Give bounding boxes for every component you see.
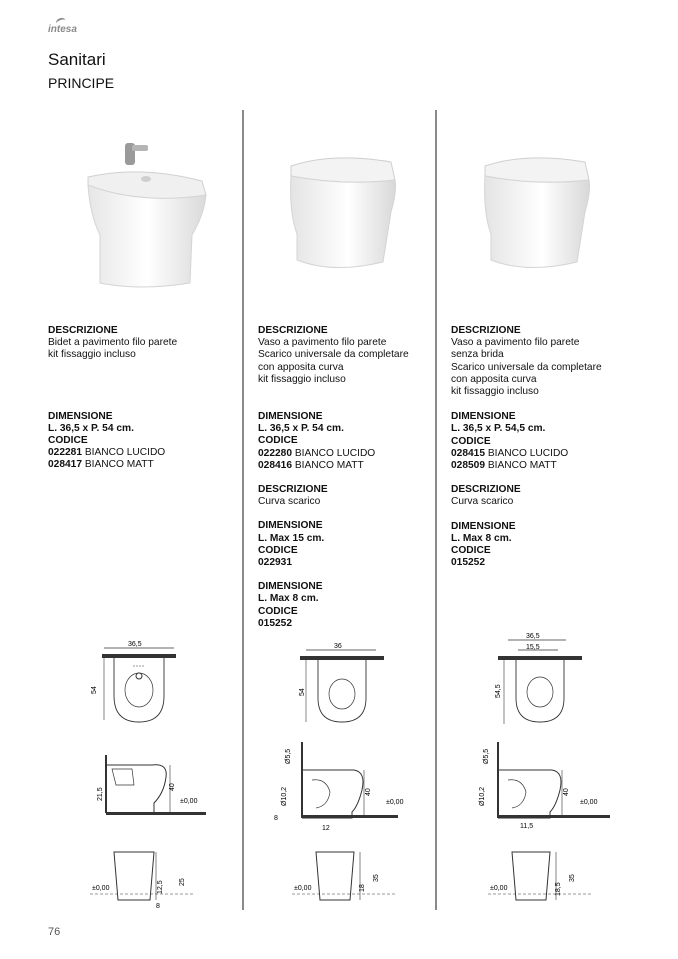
page-title: Sanitari [48,50,106,69]
product-code: 015252 [451,557,485,569]
product-finish: BIANCO LUCIDO [294,447,376,459]
code-heading: CODICE [258,605,298,617]
dimension-label: 54 [91,686,98,694]
dimension-label: Ø10,2 [281,786,288,806]
brand-logo: intesa [48,24,77,35]
dimension-label: Ø10,2 [479,786,486,806]
product-code: 028416 [258,459,292,471]
toilet1-front-view-drawing [292,846,402,912]
product-code: 022931 [258,557,292,569]
dimension-value: L. 36,5 x P. 54,5 cm. [451,423,546,435]
product-finish: BIANCO MATT [487,460,557,472]
description-heading: DESCRIZIONE [258,325,328,336]
column-2-specs [258,325,409,630]
dimension-heading: DIMENSIONE [48,410,113,422]
code-row [48,459,177,471]
dimension-label: 54,5 [495,684,502,698]
code-heading: CODICE [258,544,298,556]
product-code: 015252 [258,617,292,629]
description-heading: DESCRIZIONE [258,484,328,496]
code-row [451,448,602,460]
dimension-label: ±0,00 [294,885,312,892]
description-line: senza brida [451,349,504,361]
dimension-value: L. Max 8 cm. [258,593,319,605]
dimension-label: 11,5 [520,823,534,830]
code-row [48,447,177,459]
code-heading: CODICE [451,545,491,557]
dimension-label: 35 [569,874,576,882]
code-heading: CODICE [48,435,88,447]
bidet-top-view-drawing [88,636,208,728]
dimension-label: Ø5,5 [483,748,490,764]
product-finish: BIANCO MATT [294,459,364,471]
dimension-label: 40 [365,788,372,796]
dimension-label: 21,5 [97,787,104,801]
code-heading: CODICE [258,435,298,447]
dimension-label: 8 [274,815,278,822]
column-3-specs [451,325,602,569]
description-heading: DESCRIZIONE [451,325,521,336]
dimension-label: 18,5 [555,882,562,896]
product-code: 028415 [451,447,485,459]
bidet-photo [80,135,210,295]
dimension-label: 40 [563,788,570,796]
description-line: kit fissaggio incluso [48,349,136,361]
description-heading: DESCRIZIONE [451,484,521,496]
description-line: con apposita curva [258,361,344,373]
product-finish: BIANCO MATT [84,459,154,471]
description-line: Curva scarico [451,496,514,508]
dimension-label: 12,5 [157,880,164,894]
dimension-value: L. Max 8 cm. [451,532,512,544]
dimension-value: L. Max 15 cm. [258,532,325,544]
dimension-heading: DIMENSIONE [451,520,516,532]
dimension-label: 25 [179,878,186,886]
product-finish: BIANCO LUCIDO [84,447,166,459]
dimension-label: 12 [322,825,330,832]
dimension-heading: DIMENSIONE [258,581,323,593]
bidet-side-view-drawing [92,753,210,823]
description-line: kit fissaggio incluso [258,373,346,385]
bidet-front-view-drawing [90,846,200,912]
dimension-label: 8 [156,903,160,910]
page-number: 76 [48,926,61,938]
dimension-label: 54 [299,688,306,696]
description-line: con apposita curva [451,373,537,385]
toilet2-front-view-drawing [488,846,598,912]
dimension-label: ±0,00 [580,799,598,806]
toilet-photo-2 [477,152,597,277]
dimension-heading: DIMENSIONE [258,411,323,423]
toilet2-side-view-drawing [476,740,616,836]
dimension-label: 40 [169,783,176,791]
dimension-label: ±0,00 [92,885,110,892]
column-1-specs [48,325,177,472]
description-line: Scarico universale da completare [258,349,409,361]
dimension-label: 18 [359,884,366,892]
code-row [451,460,602,472]
code-row [258,460,409,472]
dimension-value: L. 36,5 x P. 54 cm. [258,423,344,435]
description-line: Curva scarico [258,496,321,508]
product-code: 022281 [48,447,82,459]
dimension-label: ±0,00 [490,885,508,892]
code-row [258,448,409,460]
toilet1-top-view-drawing [290,638,410,730]
code-heading: CODICE [451,435,491,447]
description-line: Scarico universale da completare [451,361,602,373]
dimension-label: ±0,00 [386,799,404,806]
column-divider-1 [242,110,244,910]
description-line: Bidet a pavimento filo parete [48,337,178,349]
description-heading: DESCRIZIONE [48,325,118,336]
product-finish: BIANCO LUCIDO [487,447,569,459]
dimension-heading: DIMENSIONE [258,520,323,532]
toilet-photo-1 [283,152,403,277]
dimension-label: Ø5,5 [285,748,292,764]
product-code: 022280 [258,447,292,459]
toilet2-top-view-drawing [488,630,608,730]
dimension-heading: DIMENSIONE [451,411,516,423]
dimension-label: 15,5 [526,644,540,651]
product-code: 028509 [451,460,485,472]
dimension-label: 36,5 [526,633,540,640]
product-line-title: PRINCIPE [48,75,115,91]
dimension-label: 36 [334,643,342,650]
product-code: 028417 [48,459,82,471]
description-line: Vaso a pavimento filo parete [258,337,387,349]
dimension-label: 36,5 [128,641,142,648]
toilet1-side-view-drawing [272,740,412,836]
dimension-label: 35 [373,874,380,882]
dimension-value: L. 36,5 x P. 54 cm. [48,422,134,434]
column-divider-2 [435,110,437,910]
dimension-label: ±0,00 [180,798,198,805]
description-line: Vaso a pavimento filo parete [451,337,580,349]
description-line: kit fissaggio incluso [451,386,539,398]
